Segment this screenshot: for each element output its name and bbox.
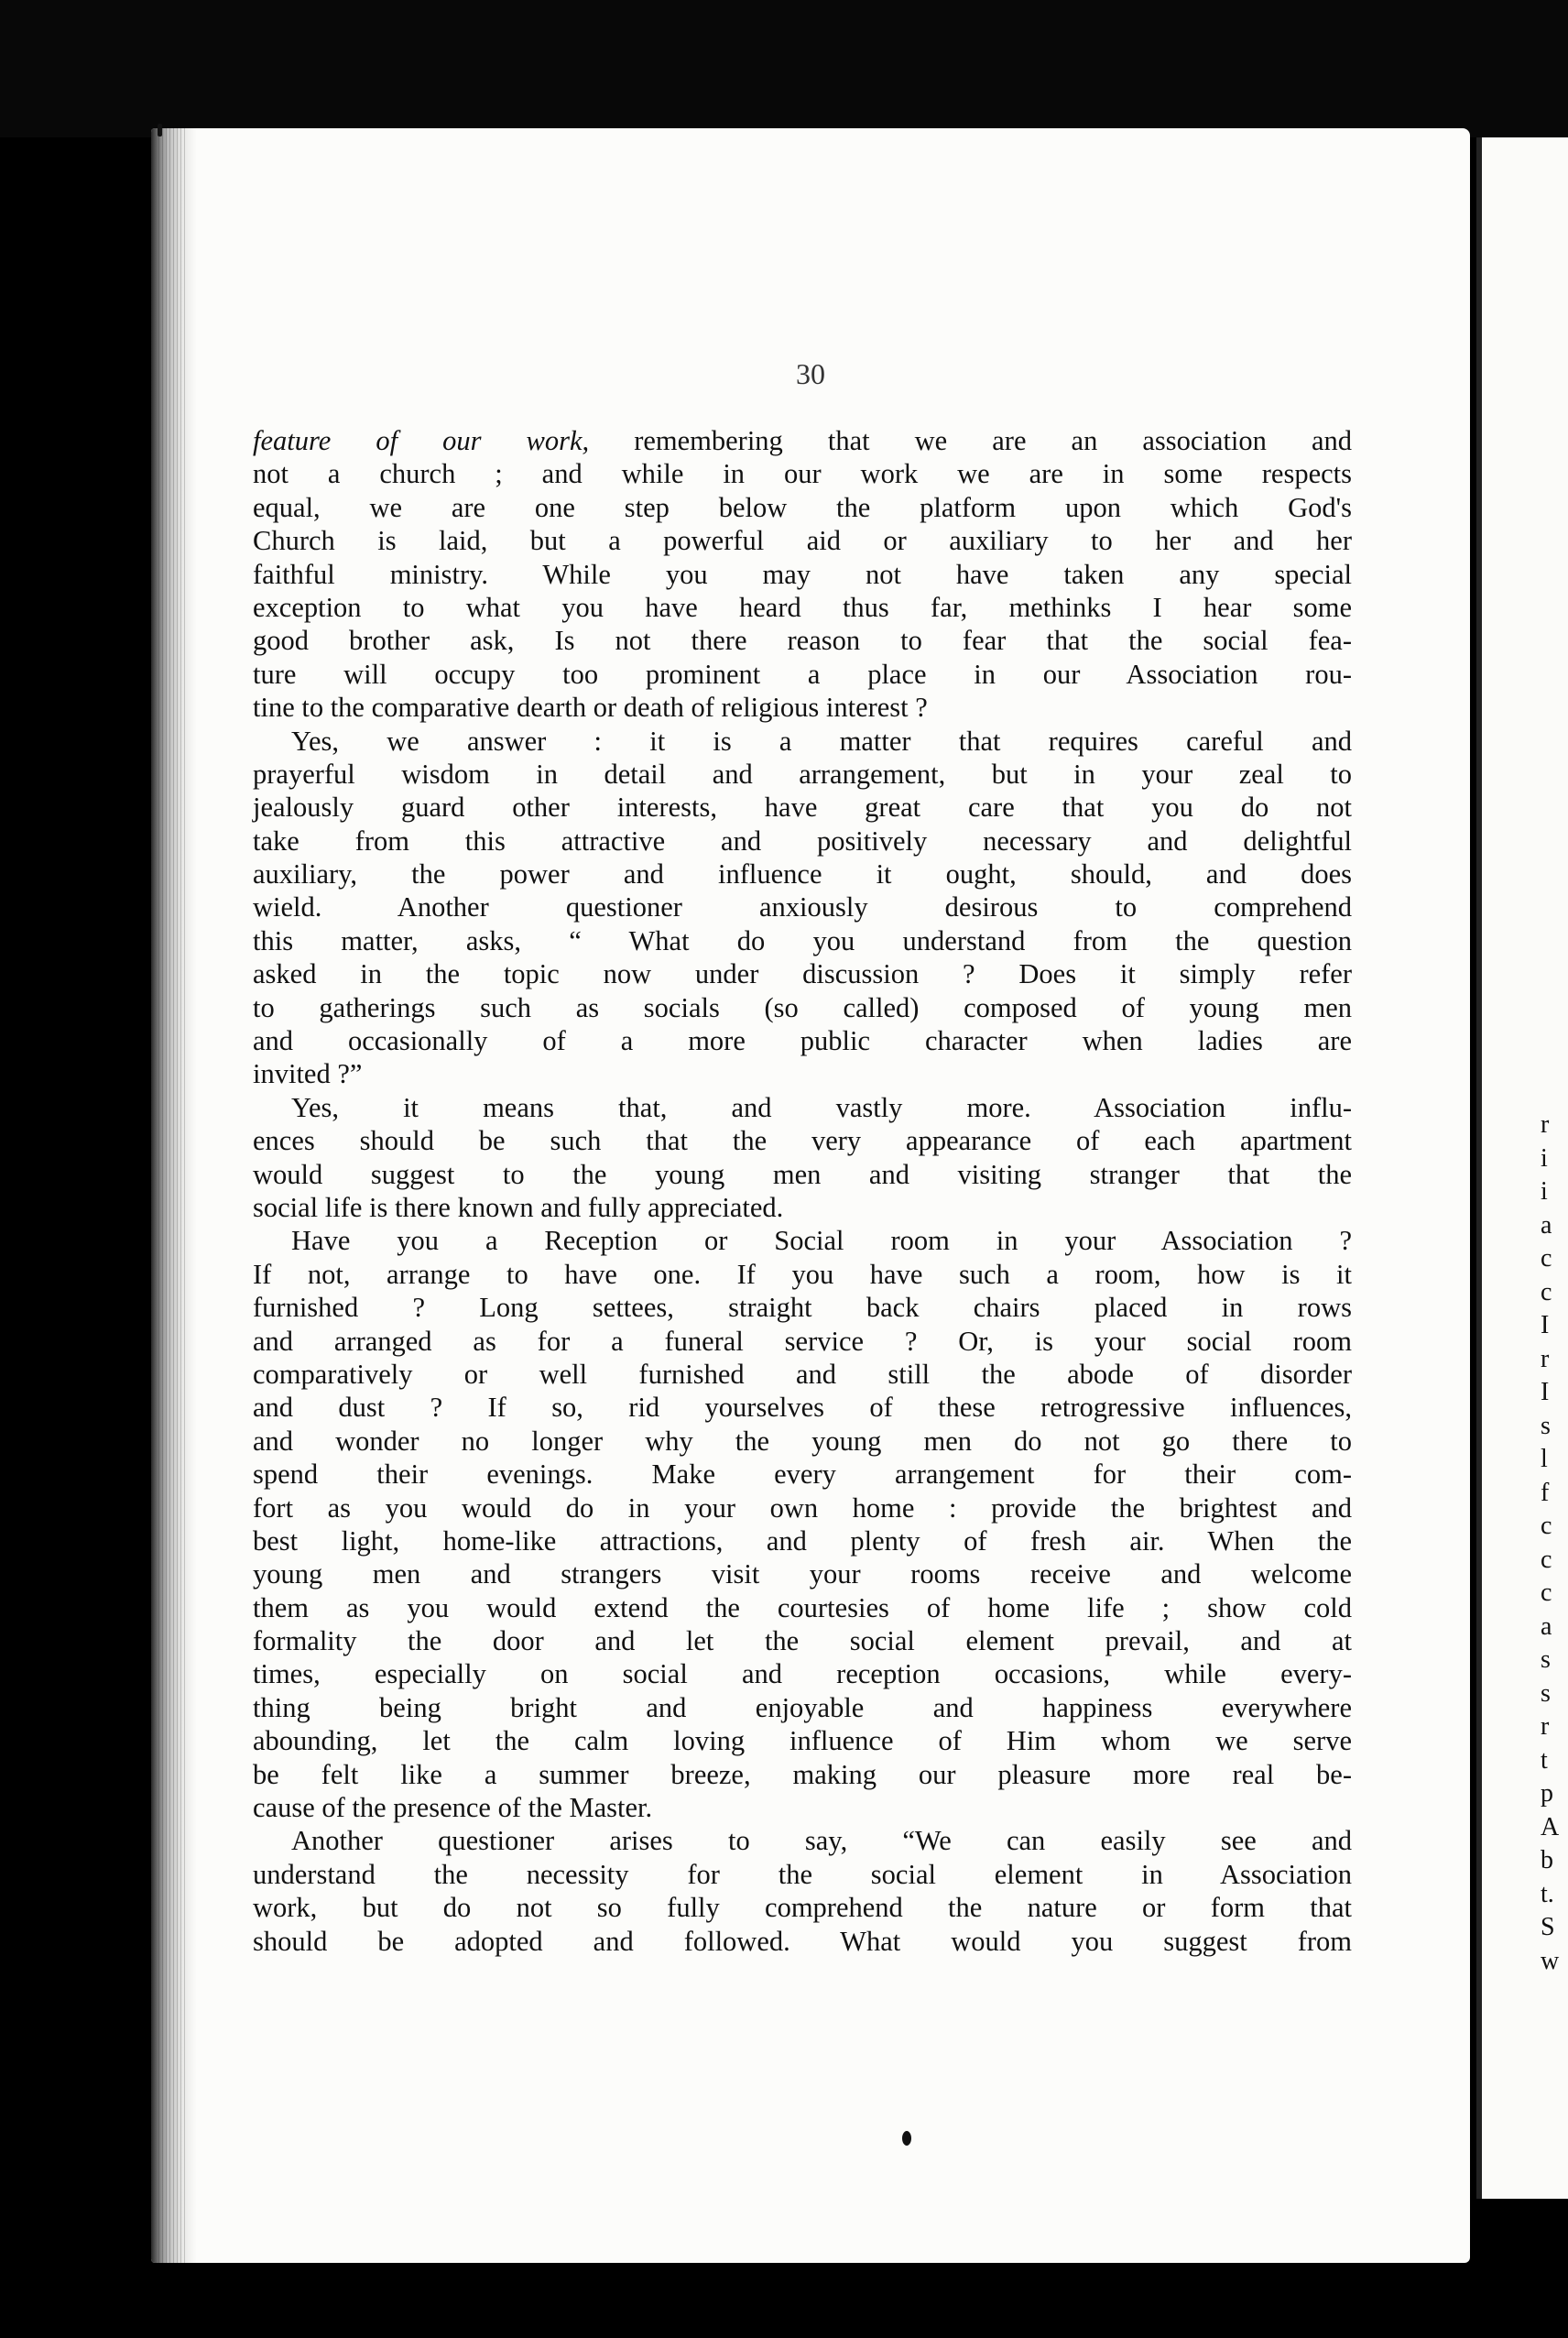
- text-line: equal, we are one step below the platform upon which God's: [253, 491, 1352, 523]
- text-line: exception to what you have heard thus far, methinks I hear some: [253, 591, 1352, 623]
- paragraph: [253, 1824, 1352, 1958]
- facing-page-letter: c: [1541, 1244, 1552, 1273]
- text-line: auxiliary, the power and influence it ought, should, and does: [253, 858, 1352, 890]
- scan-border-top: [0, 0, 1568, 137]
- facing-page-letter: s: [1541, 1645, 1551, 1674]
- paragraph: [253, 1224, 1352, 1824]
- text-line: faithful ministry. While you may not have taken any special: [253, 558, 1352, 590]
- ink-speck: [158, 124, 162, 137]
- text-line: comparatively or well furnished and still the abode of disorder: [253, 1358, 1352, 1390]
- text-line: prayerful wisdom in detail and arrangement, but in your zeal to: [253, 758, 1352, 790]
- text-line: Yes, it means that, and vastly more. Association influ-: [291, 1091, 1352, 1123]
- paragraph: [253, 725, 1352, 1091]
- facing-page-letter: A: [1541, 1812, 1560, 1841]
- facing-page-letter: b: [1541, 1846, 1553, 1874]
- text-line: this matter, asks, “ What do you understand from the question: [253, 924, 1352, 956]
- facing-page-sliver: [1476, 137, 1568, 2199]
- facing-page-letter: S: [1541, 1913, 1555, 1941]
- body-text: [253, 424, 1352, 1958]
- text-line: Have you a Reception or Social room in your Association ?: [291, 1225, 1352, 1257]
- page-number: 30: [796, 357, 825, 390]
- text-line: social life is there known and fully appreciated.: [253, 1191, 784, 1223]
- text-line: work, but do not so fully comprehend the nature or form that: [253, 1892, 1352, 1924]
- facing-page-letter: I: [1541, 1378, 1550, 1406]
- facing-page-letter: w: [1541, 1946, 1560, 1975]
- text-line: wield. Another questioner anxiously desirous to comprehend: [253, 891, 1352, 923]
- text-line: not a church ; and while in our work we are in some respects: [253, 458, 1352, 490]
- facing-page-letter: t: [1541, 1745, 1548, 1775]
- text-line: Church is laid, but a powerful aid or auxiliary to her and her: [253, 525, 1352, 557]
- facing-page-text-fragment: [1541, 1109, 1568, 1978]
- text-line: fort as you would do in your own home : provide the brightest and: [253, 1491, 1352, 1524]
- text-line: them as you would extend the courtesies of home life ; show cold: [253, 1591, 1352, 1623]
- text-line: tine to the comparative dearth or death of religious interest ?: [253, 692, 928, 724]
- text-line: Another questioner arises to say, “We can easily see and: [291, 1825, 1352, 1857]
- facing-page-letter: c: [1541, 1579, 1552, 1607]
- facing-page-letter: t.: [1541, 1879, 1554, 1908]
- facing-page-letter: I: [1541, 1311, 1550, 1339]
- text-line: be felt like a summer breeze, making our pleasure more real be-: [253, 1758, 1352, 1790]
- facing-page-letter: p: [1541, 1779, 1553, 1808]
- facing-page-letter: a: [1541, 1611, 1552, 1641]
- facing-page-letter: s: [1541, 1411, 1551, 1440]
- text-line: and occasionally of a more public character when ladies are: [253, 1025, 1352, 1057]
- facing-page-letter: s: [1541, 1678, 1551, 1708]
- text-line: understand the necessity for the social element in Association: [253, 1858, 1352, 1890]
- text-line: jealously guard other interests, have great care that you do not: [253, 792, 1352, 824]
- text-line: good brother ask, Is not there reason to fear that the social fea-: [253, 625, 1352, 657]
- facing-page-letter: r: [1541, 1344, 1550, 1373]
- text-line: ences should be such that the very appearance of each apartment: [253, 1125, 1352, 1157]
- text-line: [253, 424, 1352, 457]
- text-line: furnished ? Long settees, straight back chairs placed in rows: [253, 1292, 1352, 1324]
- text-line: formality the door and let the social element prevail, and at: [253, 1625, 1352, 1657]
- text-line: abounding, let the calm loving influence of Him whom we serve: [253, 1725, 1352, 1757]
- facing-page-letter: r: [1541, 1110, 1550, 1139]
- facing-page-letter: a: [1541, 1210, 1552, 1240]
- facing-page-letter: l: [1541, 1445, 1548, 1473]
- text-line: cause of the presence of the Master.: [253, 1792, 653, 1824]
- text-line: and dust ? If so, rid yourselves of these retrogressive influences,: [253, 1392, 1352, 1424]
- text-line: and wonder no longer why the young men do not go there to: [253, 1425, 1352, 1457]
- text-line: spend their evenings. Make every arrangement for their com-: [253, 1459, 1352, 1491]
- facing-page-letter: c: [1541, 1277, 1552, 1306]
- facing-page-letter: c: [1541, 1545, 1552, 1574]
- facing-page-letter: i: [1541, 1143, 1548, 1173]
- paragraph: [253, 424, 1352, 725]
- text-line: and arranged as for a funeral service ? Or, is your social room: [253, 1325, 1352, 1357]
- facing-page-letter: r: [1541, 1712, 1550, 1741]
- text-line: take from this attractive and positively necessary and delightful: [253, 825, 1352, 857]
- text-line: If not, arrange to have one. If you have such a room, how is it: [253, 1258, 1352, 1290]
- text-line: would suggest to the young men and visiting stranger that the: [253, 1158, 1352, 1190]
- text-line: asked in the topic now under discussion ? Does it simply refer: [253, 958, 1352, 990]
- facing-page-letter: f: [1541, 1478, 1550, 1507]
- ink-speck: [902, 2131, 911, 2146]
- text-line: to gatherings such as socials (so called) composed of young men: [253, 991, 1352, 1023]
- text-line: thing being bright and enjoyable and happiness everywhere: [253, 1691, 1352, 1723]
- text-line: young men and strangers visit your rooms receive and welcome: [253, 1558, 1352, 1590]
- page-fold-edge: [1476, 137, 1482, 2199]
- page-edge-lines: [158, 128, 186, 2263]
- text-line: should be adopted and followed. What would you suggest from: [253, 1925, 1352, 1957]
- text-line: times, especially on social and reception occasions, while every-: [253, 1658, 1352, 1690]
- paragraph: [253, 1091, 1352, 1225]
- italic-phrase: feature of our work,: [253, 425, 590, 456]
- text-run: remembering that we are an association and: [589, 425, 1352, 456]
- text-line: Yes, we answer : it is a matter that requires careful and: [291, 725, 1352, 757]
- text-line: best light, home-like attractions, and plenty of fresh air. When the: [253, 1524, 1352, 1557]
- facing-page-letter: c: [1541, 1512, 1552, 1540]
- facing-page-letter: i: [1541, 1177, 1548, 1206]
- text-line: ture will occupy too prominent a place in our Association rou-: [253, 658, 1352, 690]
- text-line: invited ?”: [253, 1058, 363, 1090]
